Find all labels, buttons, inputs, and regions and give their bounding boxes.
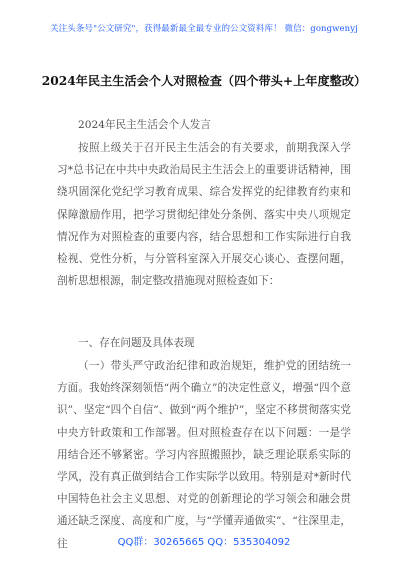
section-heading: 一、存在问题及具体表现 xyxy=(78,337,195,349)
intro-paragraph: 按照上级关于召开民主生活会的有关要求，前期我深入学习*总书记在中共中央政治局民主生活会上的重要讲话精神，围绕巩固深化党纪学习教育成果、综合发挥党的纪律教育约束和保障激励作用，把学习贯彻纪律处分条例、落实中央八项规定情况作为对照检查的重要内容，结合思想和工作实际进行自我检视、党性分析，与分管科室深入开展交心谈心、查摆问题，剖析思想根源，制定整改措施现对照检查如下： xyxy=(57,142,351,288)
footer-contact: QQ群：30265665 QQ：535304092 xyxy=(117,537,291,548)
document-title: 2024年民主生活会个人对照检查（四个带头+上年度整改） xyxy=(41,74,367,88)
promo-banner[interactable]: 关注头条号"公文研究"，获得最新最全最专业的公文资料库！ 微信：gongwenyj xyxy=(50,24,358,34)
speech-heading: 2024年民主生活会个人发言 xyxy=(78,119,211,131)
body-paragraph: （一）带头严守政治纪律和政治规矩，维护党的团结统一方面。我始终深刻领悟“两个确立”的决定性意义，增强“四个意识”、坚定“四个自信”、做到“两个维护”，坚定不移贯彻落实党中央方针政策和工作部署。但对照检查存在以下问题：一是学用结合还不够紧密。学习内容照搬照抄，缺乏理论联系实际的学风，没有真正做到结合工作实际学以致用。特别是对*新时代中国特色社会主义思想、对党的创新理论的学习领会和融会贯通还缺乏深度、高度和广度，与“学懂弄通做实”、“往深里走，往 xyxy=(57,360,351,550)
